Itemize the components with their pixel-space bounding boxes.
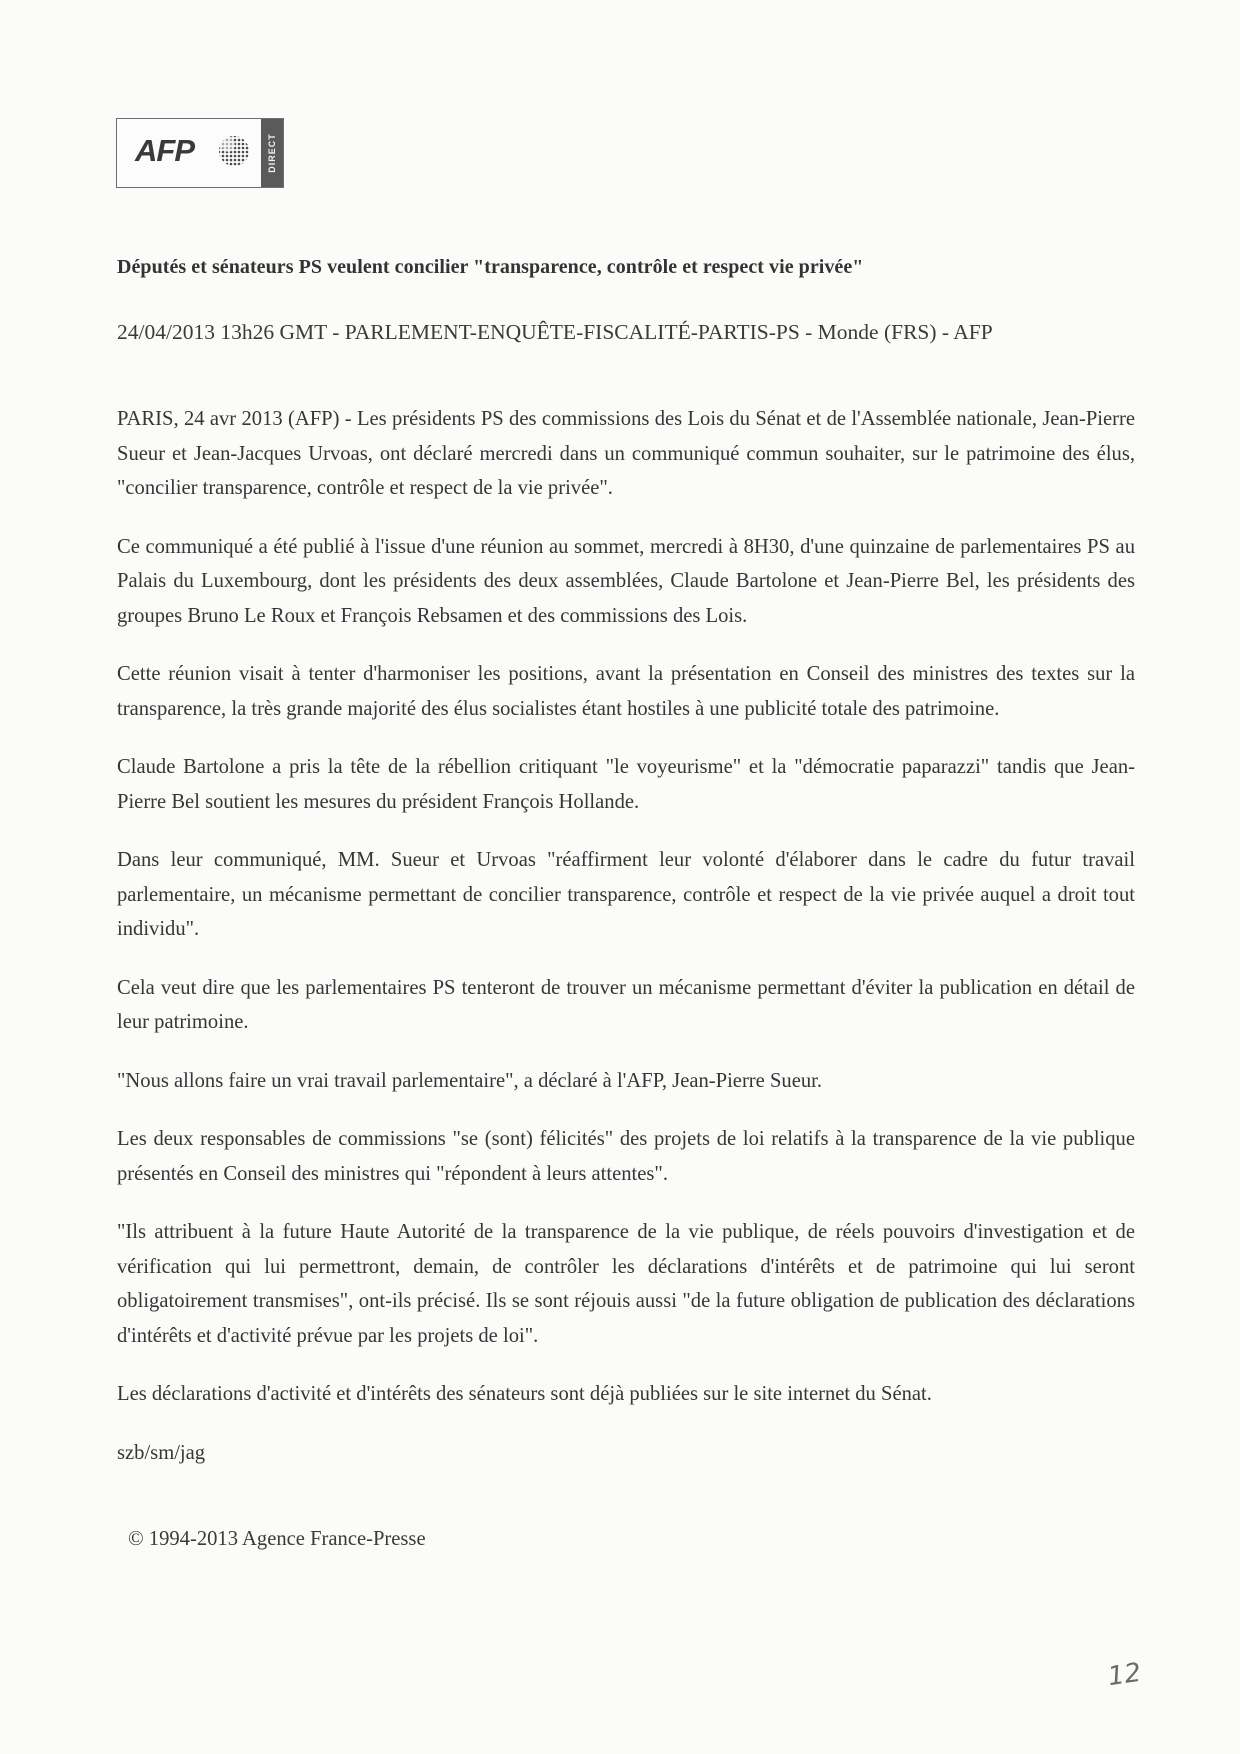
direct-tag: [261, 119, 283, 187]
paragraph: Claude Bartolone a pris la tête de la rébellion critiquant "le voyeurisme" et la "démocratie paparazzi" tandis que Jean-Pierre Bel soutient les mesures du président François Hollande.: [117, 756, 1135, 813]
article-dateline: 24/04/2013 13h26 GMT - PARLEMENT-ENQUÊTE-FISCALITÉ-PARTIS-PS - Monde (FRS) - AFP: [117, 320, 993, 344]
paragraph: Les déclarations d'activité et d'intérêts des sénateurs sont déjà publiées sur le site internet du Sénat.: [117, 1383, 932, 1405]
afp-logo-text: AFP: [135, 133, 194, 168]
paragraph: Ce communiqué a été publié à l'issue d'une réunion au sommet, mercredi à 8H30, d'une quinzaine de parlementaires PS au Palais du Luxembourg, dont les présidents des deux assemblées, Claude Bartolone et Jean-Pierre Bel, les présidents des groupes Bruno Le Roux et François Rebsamen et des commissions des Lois.: [117, 535, 1135, 627]
afp-direct-logo: [116, 118, 284, 188]
paragraph: Cette réunion visait à tenter d'harmoniser les positions, avant la présentation en Conseil des ministres des textes sur la transparence, la très grande majorité des élus socialistes étant hostiles à une publicité totale des patrimoine.: [117, 663, 1135, 720]
paragraph: Les deux responsables de commissions "se (sont) félicités" des projets de loi relatifs à la transparence de la vie publique présentés en Conseil des ministres qui "répondent à leurs attentes".: [117, 1128, 1135, 1185]
paragraph: Dans leur communiqué, MM. Sueur et Urvoas "réaffirment leur volonté d'élaborer dans le cadre du futur travail parlementaire, un mécanisme permettant de concilier transparence, contrôle et respect de la vie privée auquel a droit tout individu".: [117, 849, 1135, 940]
author-signature: szb/sm/jag: [117, 1441, 206, 1464]
direct-tag-label: DIRECT: [267, 133, 277, 173]
copyright-notice: © 1994-2013 Agence France-Presse: [128, 1528, 426, 1550]
handwritten-page-number: 12: [1106, 1657, 1144, 1693]
paragraph: Cela veut dire que les parlementaires PS tenteront de trouver un mécanisme permettant d'éviter la publication en détail de leur patrimoine.: [117, 976, 1135, 1033]
article-title: Députés et sénateurs PS veulent concilier "transparence, contrôle et respect vie privée": [117, 256, 864, 278]
article-body: [117, 402, 1135, 1470]
paragraph: PARIS, 24 avr 2013 (AFP) - Les présidents PS des commissions des Lois du Sénat et de l'Assemblée nationale, Jean-Pierre Sueur et Jean-Jacques Urvoas, ont déclaré mercredi dans un communiqué commun souhaiter, sur le patrimoine des élus, "concilier transparence, contrôle et respect de la vie privée".: [117, 408, 1135, 499]
globe-icon: [217, 134, 251, 168]
paragraph: "Nous allons faire un vrai travail parlementaire", a déclaré à l'AFP, Jean-Pierre Sueur.: [117, 1069, 823, 1092]
paragraph: "Ils attribuent à la future Haute Autorité de la transparence de la vie publique, de réels pouvoirs d'investigation et de vérification qui lui permettront, demain, de contrôler les déclarations d'intérêts et de patrimoine qui lui seront obligatoirement transmises", ont-ils précisé. Ils se sont réjouis aussi "de la future obligation de publication des déclarations d'intérêts et d'activité prévue par les projets de loi".: [117, 1221, 1135, 1347]
